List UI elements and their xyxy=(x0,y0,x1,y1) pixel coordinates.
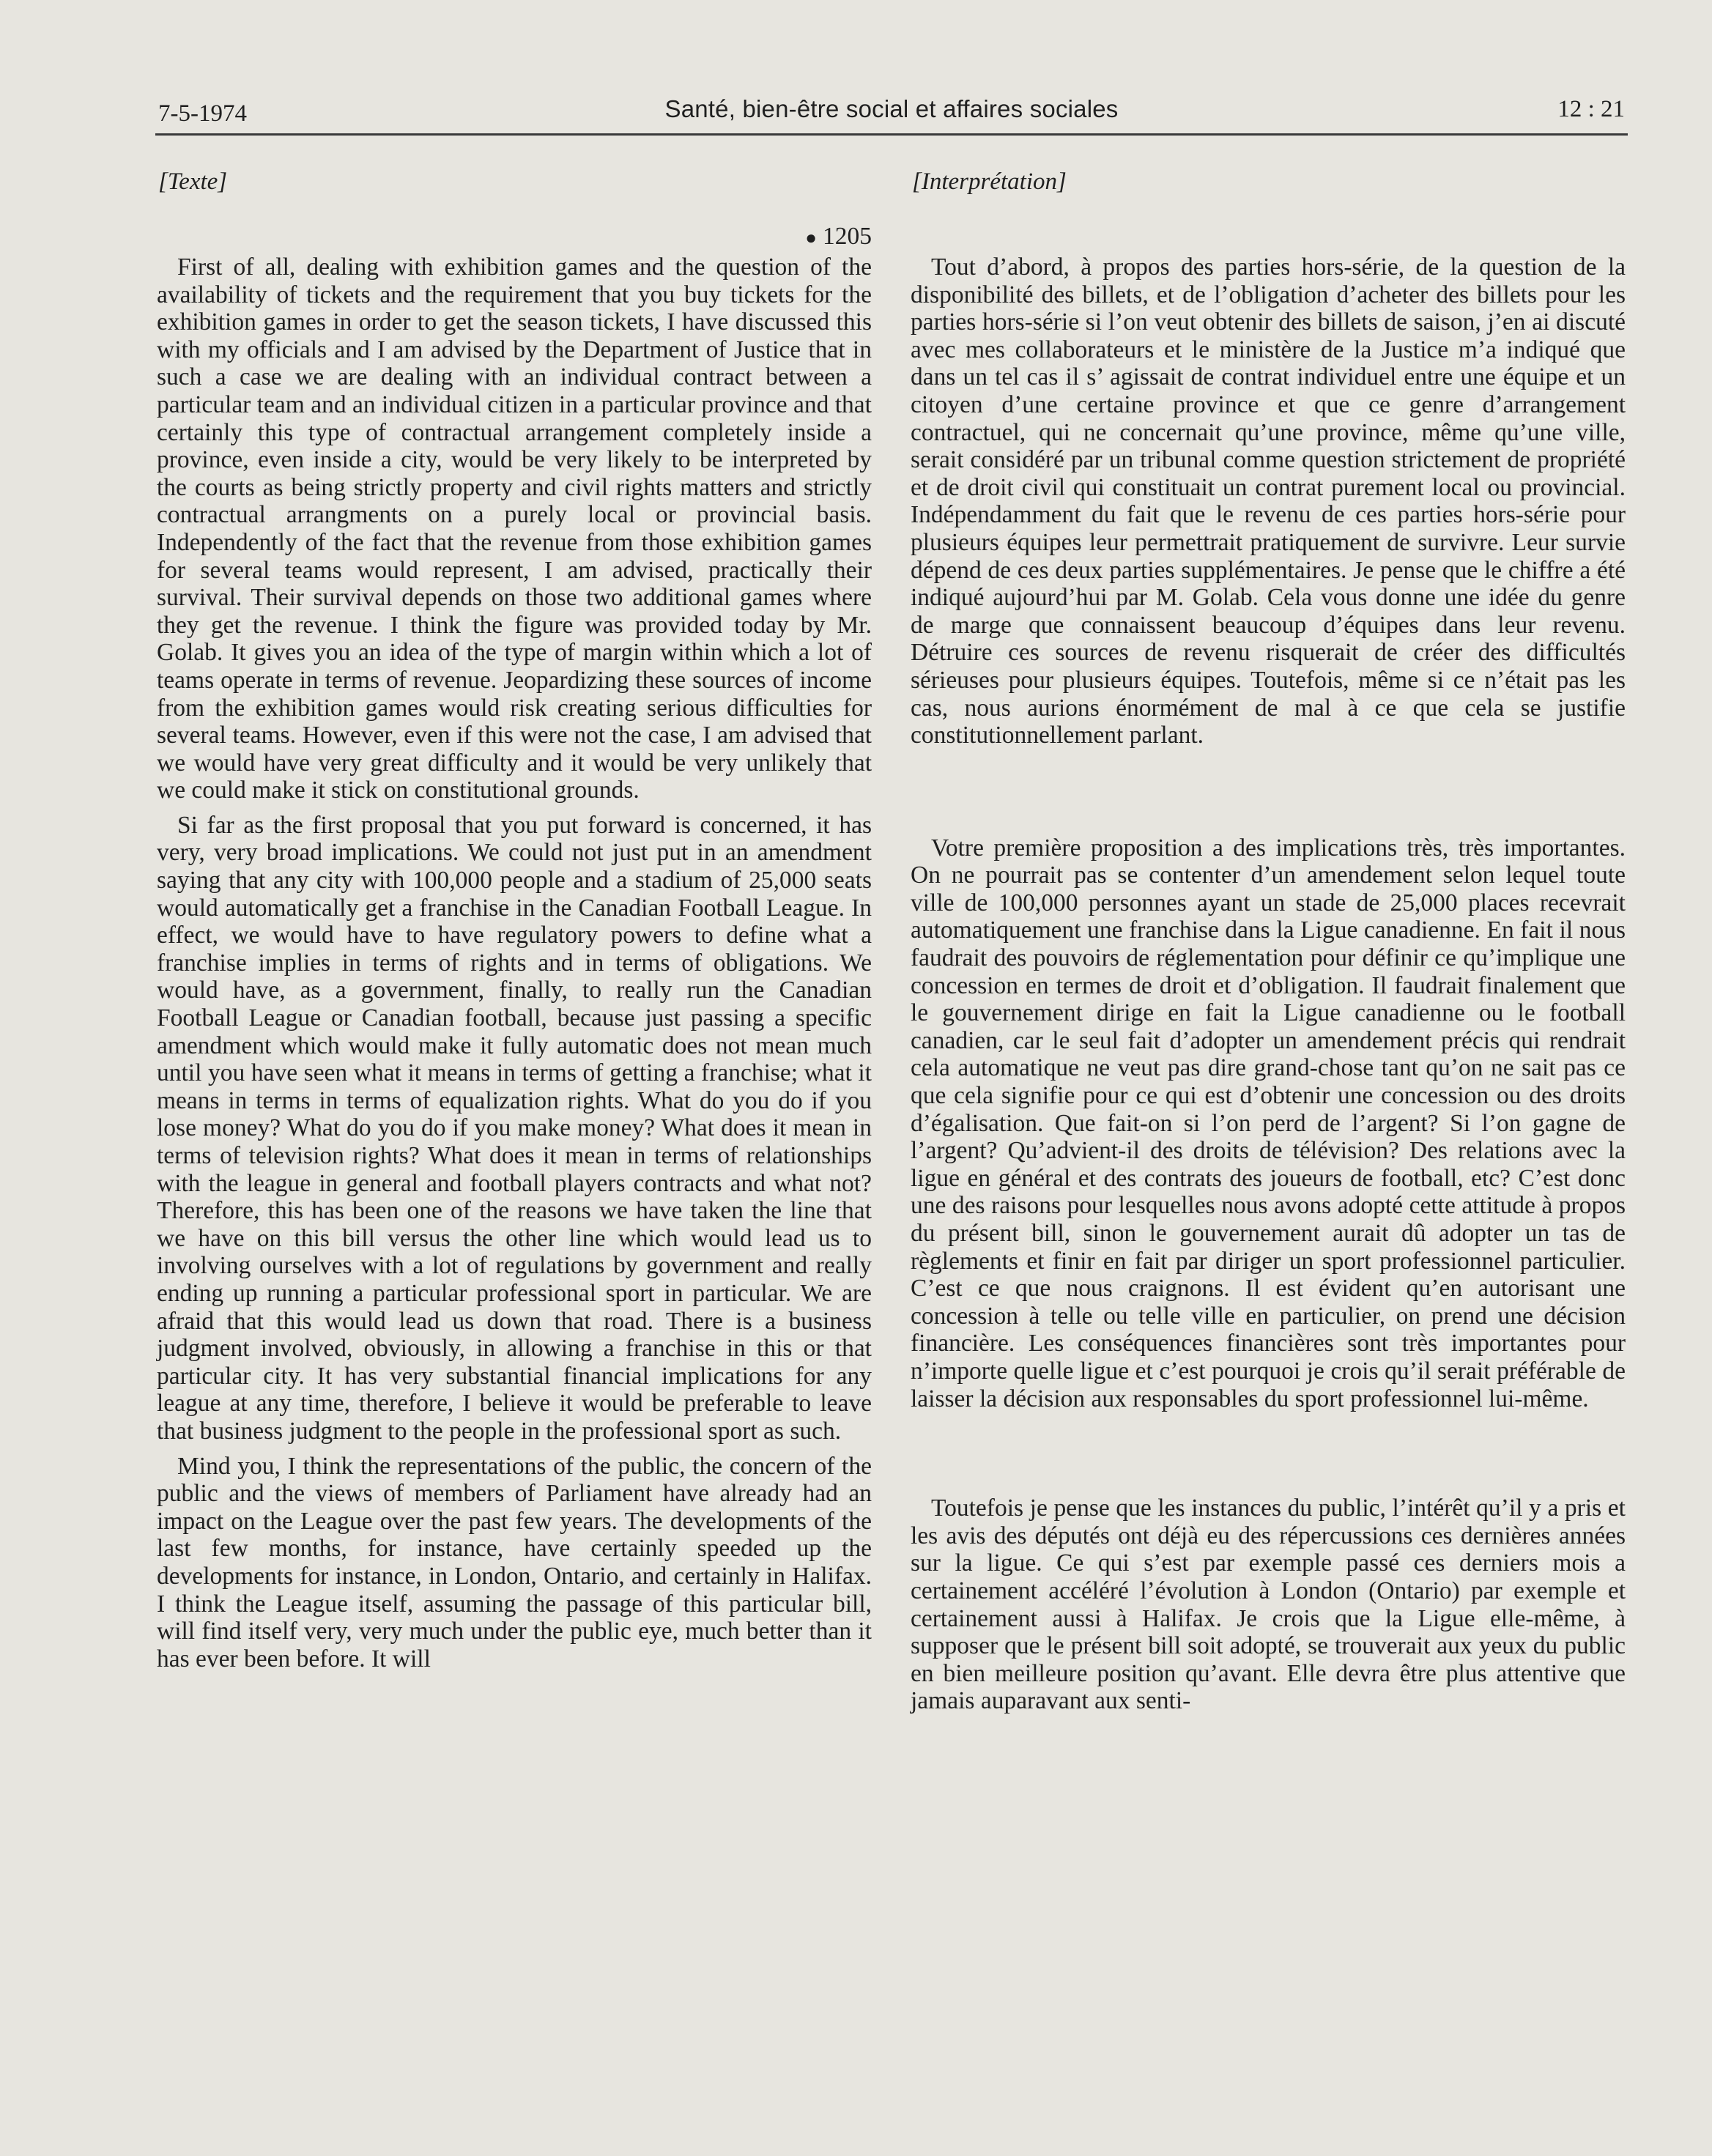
bullet-icon: ● xyxy=(805,227,817,248)
paragraph: Tout d’abord, à propos des parties hors-série, de la question de la disponibilité des billets, et de l’obligation d’acheter des billets pour les parties hors-série si l’on veut obtenir des billets de saison, j’en ai discuté avec mes collaborateurs et le ministère de la Justice m’a indiqué que dans un tel cas il s’ agissait de contrat individuel entre une équipe et un citoyen d’une certaine province et que ce genre d’arrangement contractuel, qui ne concernait qu’une province, même qu’une ville, serait considéré par un tribunal comme question strictement de propriété et de droit civil qui constituait un contrat purement local ou provincial. Indépendamment du fait que le revenu de ces parties hors-série pour plusieurs équipes leur permettrait pratiquement de survivre. Leur survie dépend de ces deux parties supplémentaires. Je pense que le chiffre a été indiqué aujourd’hui par M. Golab. Cela vous donne une idée du genre de marge que connaissent beaucoup d’équipes dans leur revenu. Détruire ces sources de revenu risquerait de créer des difficultés sérieuses pour plusieurs équipes. Toutefois, même si ce n’était pas les cas, nous aurions énormément de mal à ce que cela se justifie constitutionnellement parlant. xyxy=(911,253,1626,749)
paragraph: Mind you, I think the representations of the public, the concern of the public and the views of members of Parliament have already had an impact on the League over the past few years. The developments of the last few months, for instance, have certainly speeded up the developments for instance, in London, Ontario, and certainly in Halifax. I think the League itself, assuming the passage of this particular bill, will find itself very, very much under the public eye, much better than it has ever been before. It will xyxy=(157,1452,872,1672)
header-page-number: 12 : 21 xyxy=(1557,96,1625,122)
time-marker-value: 1205 xyxy=(823,223,872,250)
section-label-texte: [Texte] xyxy=(158,168,228,195)
left-column-english xyxy=(157,168,872,1680)
time-marker xyxy=(157,223,872,251)
paragraph: Toutefois je pense que les instances du public, l’intérêt qu’il y a pris et les avis des députés ont déjà eu des répercussions ces dernières années sur la ligue. Ce qui s’est par exemple passé ces derniers mois a certainement accéléré l’évolution à London (Ontario) par exemple et certainement aussi à Halifax. Je crois que la Ligue elle-même, à supposer que le présent bill soit adopté, se trouverait aux yeux du public en bien meilleure position qu’avant. Elle devra être plus attentive que jamais auparavant aux senti- xyxy=(911,1494,1626,1715)
section-label-interpretation: [Interprétation] xyxy=(912,168,1067,195)
paragraph: First of all, dealing with exhibition games and the question of the availability of tickets and the requirement that you buy tickets for the exhibition games in order to get the season tickets, I have discussed this with my officials and I am advised by the Department of Justice that in such a case we are dealing with an individual contract between a particular team and an individual citizen in a particular province and that certainly this type of contractual arrangement completely inside a province, even inside a city, would be very likely to be interpreted by the courts as being strictly property and civil rights matters and strictly contractual arrangments on a purely local or provincial basis. Independently of the fact that the revenue from those exhibition games for several teams would represent, I am advised, practically their survival. Their survival depends on those two additional games where they get the revenue. I think the figure was provided today by Mr. Golab. It gives you an idea of the type of margin within which a lot of teams operate in terms of revenue. Jeopardizing these sources of income from the exhibition games would risk creating serious difficulties for several teams. However, even if this were not the case, I am advised that we would have very great difficulty and it would be very unlikely that we could make it stick on constitutional grounds. xyxy=(157,253,872,804)
paragraph: Votre première proposition a des implications très, très importantes. On ne pourrait pas se contenter d’un amendement selon lequel toute ville de 100,000 personnes ayant un stade de 25,000 places recevrait automatiquement une franchise dans la Ligue canadienne. En fait il nous faudrait des pouvoirs de réglementation pour définir ce qu’implique une concession en termes de droit et d’obligation. Il faudrait finalement que le gouvernement dirige en fait la Ligue canadienne ou le football canadien, car le seul fait d’adopter un amendement précis qui rendrait cela automatique ne veut pas dire grand-chose tant qu’on ne sait pas ce que cela signifie pour ce qui est d’obtenir une concession ou des droits d’égalisation. Que fait-on si l’on perd de l’argent? Si l’on gagne de l’argent? Qu’advient-il des droits de télévision? Des relations avec la ligue en général et des contrats des joueurs de football, etc? C’est donc une des raisons pour lesquelles nous avons adopté cette attitude à propos du présent bill, sinon le gouvernement aurait dû adopter un tas de règlements et finir en fait par diriger un sport professionnel particulier. C’est ce que nous craignons. Il est évident qu’en autorisant une concession à telle ou telle ville en particulier, on prend une décision financière. Les conséquences financières sont très importantes pour n’importe quelle ligue et c’est pourquoi je crois qu’il serait préférable de laisser la décision aux responsables du sport professionnel lui-même. xyxy=(911,834,1626,1412)
right-column-french xyxy=(911,168,1626,1715)
paragraph: Si far as the first proposal that you put forward is concerned, it has very, very broad implications. We could not just put in an amendment saying that any city with 100,000 people and a stadium of 25,000 seats would automatically get a franchise in the Canadian Football League. In effect, we would have to have regulatory powers to define what a franchise implies in terms of rights and in terms of obligations. We would have, as a government, finally, to really run the Canadian Football League or Canadian football, because just passing a specific amendment which would make it fully automatic does not mean much until you have seen what it means in terms of getting a franchise; what it means in terms in terms of equalization rights. What do you do if you lose money? What do you do if you make money? What does it mean in terms of television rights? What does it mean in terms of relationships with the league in general and football players contracts and what not? Therefore, this has been one of the reasons we have taken the line that we have on this bill versus the other line which would lead us to involving ourselves with a lot of regulations by government and really ending up running a particular professional sport in particular. We are afraid that this would lead us down that road. There is a business judgment involved, obviously, in allowing a franchise in this or that particular city. It has very substantial financial implications for any league at any time, therefore, I believe it would be preferable to leave that business judgment to the people in the professional sport as such. xyxy=(157,811,872,1445)
paragraph-gap xyxy=(911,749,1626,834)
header-title: Santé, bien-être social et affaires sociales xyxy=(664,95,1119,122)
header-date: 7-5-1974 xyxy=(158,100,247,127)
marker-spacer xyxy=(911,223,1626,251)
page-header xyxy=(155,79,1628,136)
paragraph-gap xyxy=(911,1412,1626,1494)
